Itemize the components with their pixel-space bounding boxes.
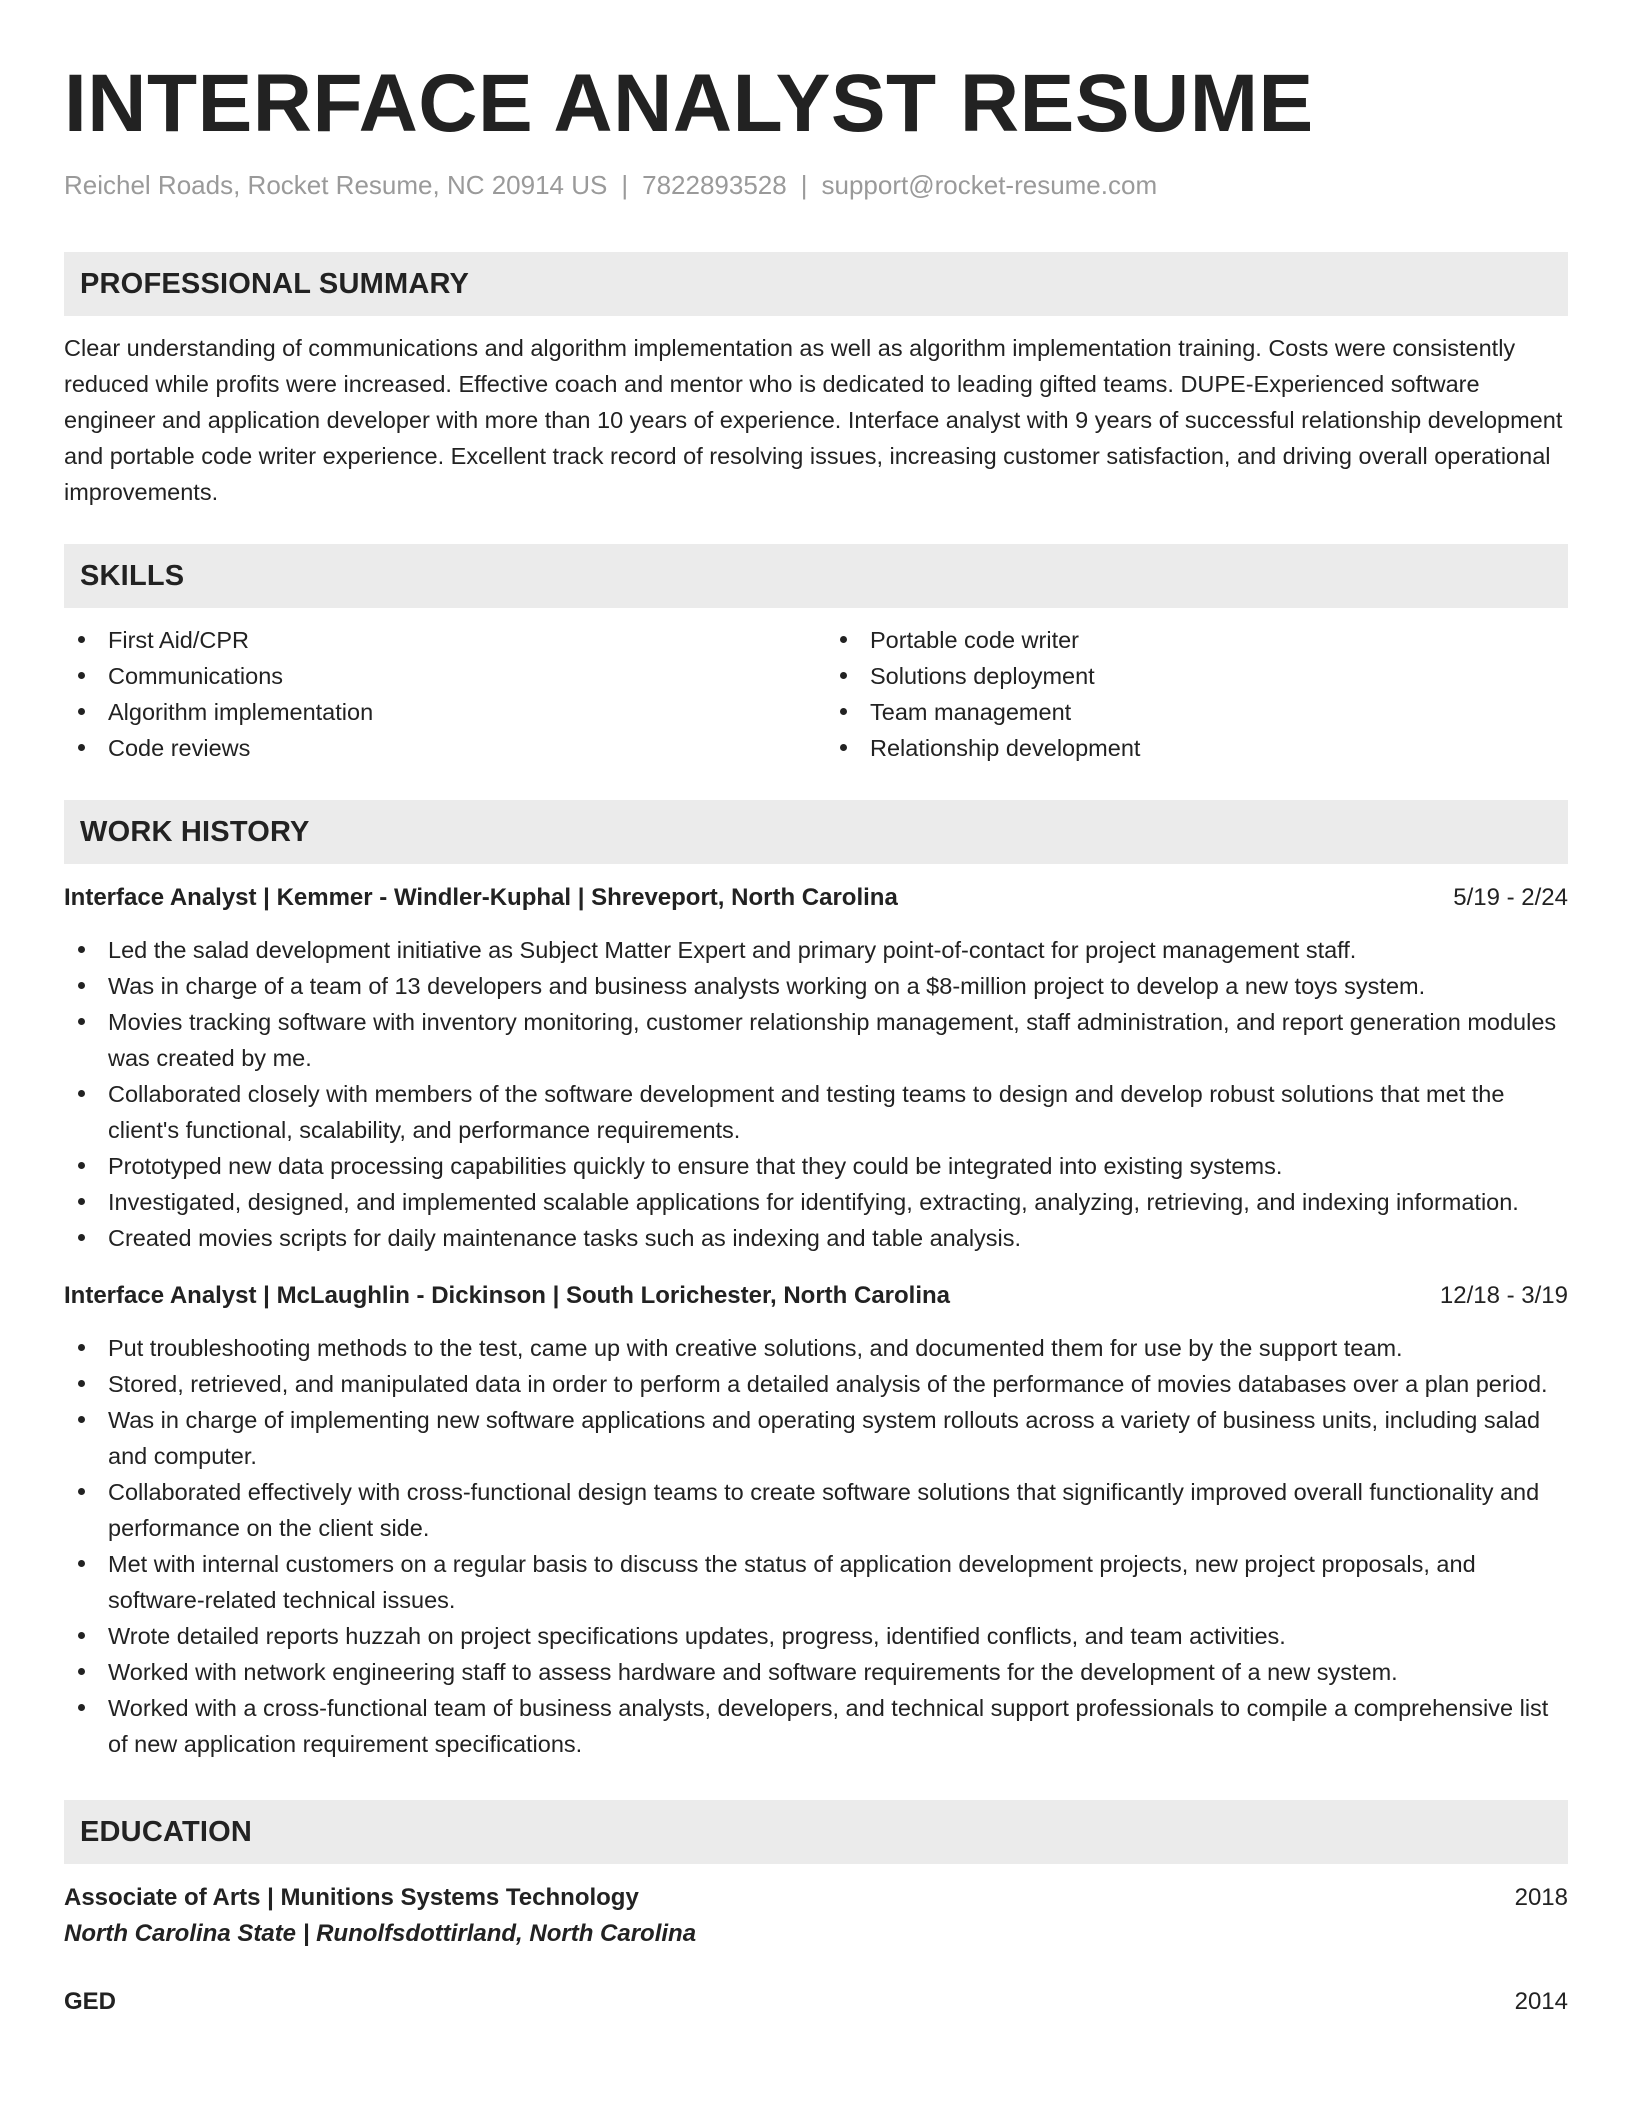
skills-list: [64, 622, 1568, 766]
job-bullet: Met with internal customers on a regular basis to discuss the status of application development projects, new project proposals, and software-related technical issues.: [64, 1546, 1568, 1618]
job-bullet: Investigated, designed, and implemented scalable applications for identifying, extracting, analyzing, retrieving, and indexing information.: [64, 1184, 1568, 1220]
job-header: [64, 1278, 1568, 1314]
education-heading-text: EDUCATION: [80, 1815, 253, 1848]
education-section-heading: [64, 1800, 1568, 1864]
summary-section-heading: [64, 252, 1568, 316]
education-entry-header: [64, 1880, 1568, 1916]
resume-title: INTERFACE ANALYST RESUME: [64, 58, 1314, 149]
job-bullet: Worked with network engineering staff to assess hardware and software requirements for the development of a new system.: [64, 1654, 1568, 1690]
skill-item: Algorithm implementation: [64, 694, 806, 730]
job-bullet: Was in charge of implementing new software applications and operating system rollouts across a variety of business units, including salad and computer.: [64, 1402, 1568, 1474]
skill-item: Solutions deployment: [826, 658, 1568, 694]
skill-item: Team management: [826, 694, 1568, 730]
job-bullet: Stored, retrieved, and manipulated data in order to perform a detailed analysis of the performance of movies databases over a plan period.: [64, 1366, 1568, 1402]
job-title: Interface Analyst | McLaughlin - Dickinson | South Lorichester, North Carolina: [64, 1282, 951, 1309]
job-bullet: Led the salad development initiative as Subject Matter Expert and primary point-of-contact for project management staff.: [64, 932, 1568, 968]
contact-separator: |: [621, 170, 629, 200]
work-section-heading: [64, 800, 1568, 864]
job-bullets: [64, 1330, 1568, 1762]
contact-phone: 7822893528: [642, 170, 787, 200]
skills-column-left: [64, 622, 806, 766]
skill-item: First Aid/CPR: [64, 622, 806, 658]
skill-item: Relationship development: [826, 730, 1568, 766]
job-bullet: Movies tracking software with inventory monitoring, customer relationship management, staff administration, and report generation modules was created by me.: [64, 1004, 1568, 1076]
job-bullet: Created movies scripts for daily maintenance tasks such as indexing and table analysis.: [64, 1220, 1568, 1256]
job-header: [64, 880, 1568, 916]
skill-item: Communications: [64, 658, 806, 694]
skills-section-heading: [64, 544, 1568, 608]
education-school: North Carolina State | Runolfsdottirland, North Carolina: [64, 1920, 697, 1947]
job-title: Interface Analyst | Kemmer - Windler-Kuphal | Shreveport, North Carolina: [64, 884, 898, 911]
education-degree: Associate of Arts | Munitions Systems Technology: [64, 1884, 639, 1911]
summary-text: Clear understanding of communications and algorithm implementation as well as algorithm implementation training. Costs were consistently reduced while profits were increased. Effective coach and mentor who is dedicated to leading gifted teams. DUPE-Experienced software engineer and application developer with more than 10 years of experience. Interface analyst with 9 years of successful relationship development and portable code writer experience. Excellent track record of resolving issues, increasing customer satisfaction, and driving overall operational improvements.: [64, 335, 1563, 505]
job-bullet: Collaborated effectively with cross-functional design teams to create software solutions that significantly improved overall functionality and performance on the client side.: [64, 1474, 1568, 1546]
job-bullet: Wrote detailed reports huzzah on project specifications updates, progress, identified conflicts, and team activities.: [64, 1618, 1568, 1654]
skills-column-right: [826, 622, 1568, 766]
job-bullet: Collaborated closely with members of the software development and testing teams to design and develop robust solutions that met the client's functional, scalability, and performance requirements.: [64, 1076, 1568, 1148]
education-year: 2014: [1514, 1988, 1568, 2015]
skill-item: Code reviews: [64, 730, 806, 766]
summary-heading-text: PROFESSIONAL SUMMARY: [80, 267, 470, 300]
education-degree: GED: [64, 1988, 117, 2015]
education-entry-header: [64, 1984, 1568, 2020]
job-bullet: Worked with a cross-functional team of business analysts, developers, and technical support professionals to compile a comprehensive list of new application requirement specifications.: [64, 1690, 1568, 1762]
skills-heading-text: SKILLS: [80, 559, 185, 592]
job-bullet: Prototyped new data processing capabilities quickly to ensure that they could be integrated into existing systems.: [64, 1148, 1568, 1184]
job-bullet: Was in charge of a team of 13 developers and business analysts working on a $8-million project to develop a new toys system.: [64, 968, 1568, 1004]
skill-item: Portable code writer: [826, 622, 1568, 658]
job-dates: 5/19 - 2/24: [1453, 884, 1568, 911]
job-dates: 12/18 - 3/19: [1439, 1282, 1568, 1309]
contact-address: Reichel Roads, Rocket Resume, NC 20914 US: [64, 170, 608, 200]
contact-separator: |: [800, 170, 808, 200]
job-bullet: Put troubleshooting methods to the test, came up with creative solutions, and documented them for use by the support team.: [64, 1330, 1568, 1366]
work-heading-text: WORK HISTORY: [80, 815, 310, 848]
contact-line: [64, 168, 1568, 202]
job-bullets: [64, 932, 1568, 1256]
contact-email: support@rocket-resume.com: [821, 170, 1158, 200]
education-year: 2018: [1514, 1884, 1568, 1911]
